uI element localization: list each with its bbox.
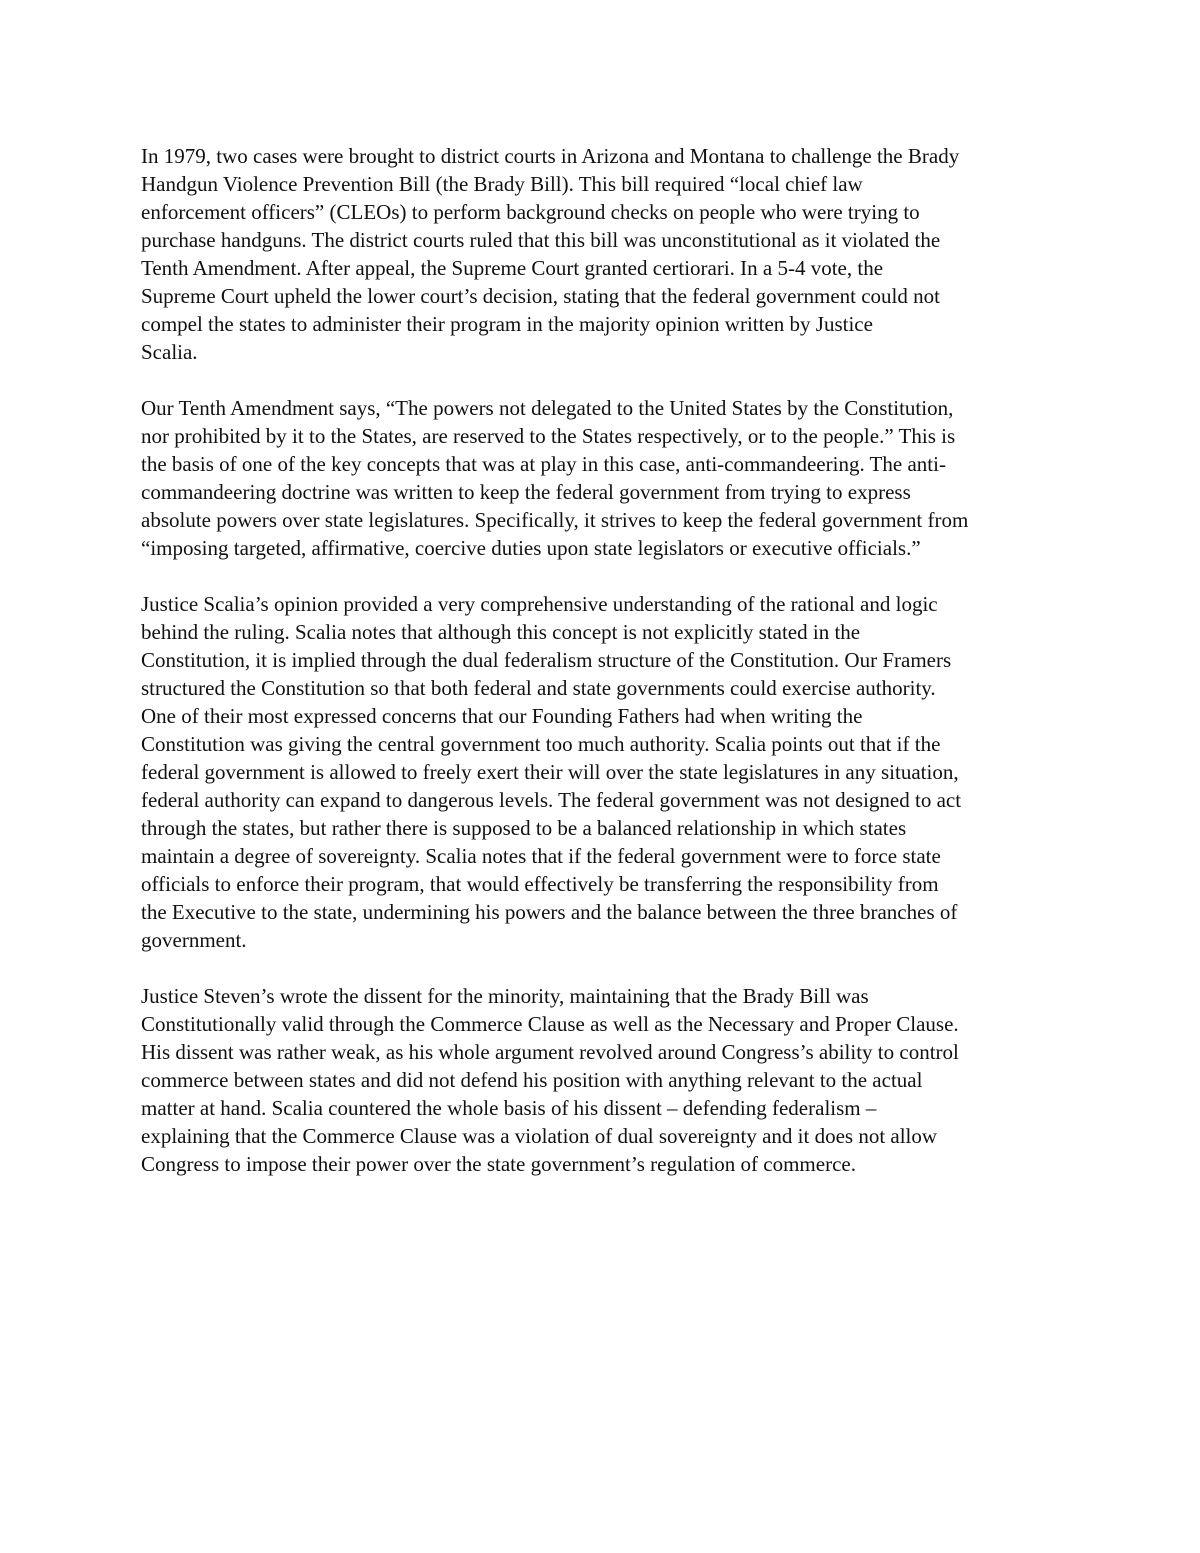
text-line: Justice Steven’s wrote the dissent for the minority, maintaining that the Brady Bill was <box>141 984 869 1008</box>
paragraph-brady-bill-background <box>141 142 1071 366</box>
paragraph-tenth-amendment <box>141 394 1071 562</box>
text-line: commerce between states and did not defend his position with anything relevant to the actual <box>141 1068 923 1092</box>
text-line: maintain a degree of sovereignty. Scalia notes that if the federal government were to force state <box>141 844 941 868</box>
text-line: federal authority can expand to dangerous levels. The federal government was not designed to act <box>141 788 962 812</box>
text-line: Justice Scalia’s opinion provided a very comprehensive understanding of the rational and logic <box>141 592 938 616</box>
document-body <box>141 142 1071 1206</box>
text-line: purchase handguns. The district courts ruled that this bill was unconstitutional as it violated the <box>141 228 941 252</box>
text-line: compel the states to administer their program in the majority opinion written by Justice <box>141 312 873 336</box>
text-line: Constitution was giving the central government too much authority. Scalia points out that if the <box>141 732 941 756</box>
text-line: explaining that the Commerce Clause was a violation of dual sovereignty and it does not allow <box>141 1124 938 1148</box>
text-line: absolute powers over state legislatures. Specifically, it strives to keep the federal government from <box>141 508 969 532</box>
text-line: In 1979, two cases were brought to district courts in Arizona and Montana to challenge the Brady <box>141 144 960 168</box>
text-line: matter at hand. Scalia countered the whole basis of his dissent – defending federalism – <box>141 1096 877 1120</box>
text-line: “imposing targeted, affirmative, coercive duties upon state legislators or executive officials.” <box>141 536 921 560</box>
text-line: Congress to impose their power over the state government’s regulation of commerce. <box>141 1152 856 1176</box>
text-line: through the states, but rather there is supposed to be a balanced relationship in which states <box>141 816 907 840</box>
text-line: Tenth Amendment. After appeal, the Supreme Court granted certiorari. In a 5-4 vote, the <box>141 256 884 280</box>
text-line: the basis of one of the key concepts that was at play in this case, anti-commandeering. The anti- <box>141 452 946 476</box>
text-line: government. <box>141 928 247 952</box>
text-line: commandeering doctrine was written to keep the federal government from trying to express <box>141 480 911 504</box>
text-line: the Executive to the state, undermining his powers and the balance between the three branches of <box>141 900 958 924</box>
text-line: enforcement officers” (CLEOs) to perform background checks on people who were trying to <box>141 200 920 224</box>
text-line: officials to enforce their program, that would effectively be transferring the responsibility from <box>141 872 939 896</box>
text-line: nor prohibited by it to the States, are reserved to the States respectively, or to the people.” This is <box>141 424 956 448</box>
text-line: Handgun Violence Prevention Bill (the Brady Bill). This bill required “local chief law <box>141 172 863 196</box>
text-line: federal government is allowed to freely exert their will over the state legislatures in any situation, <box>141 760 959 784</box>
text-line: Supreme Court upheld the lower court’s decision, stating that the federal government could not <box>141 284 940 308</box>
text-line: Scalia. <box>141 340 198 364</box>
text-line: Constitutionally valid through the Commerce Clause as well as the Necessary and Proper Clause. <box>141 1012 959 1036</box>
paragraph-scalia-opinion <box>141 590 1071 954</box>
text-line: structured the Constitution so that both federal and state governments could exercise authority. <box>141 676 936 700</box>
text-line: One of their most expressed concerns that our Founding Fathers had when writing the <box>141 704 863 728</box>
text-line: behind the ruling. Scalia notes that although this concept is not explicitly stated in the <box>141 620 861 644</box>
text-line: Constitution, it is implied through the dual federalism structure of the Constitution. Our Framers <box>141 648 952 672</box>
text-line: His dissent was rather weak, as his whole argument revolved around Congress’s ability to control <box>141 1040 959 1064</box>
text-line: Our Tenth Amendment says, “The powers not delegated to the United States by the Constitution, <box>141 396 954 420</box>
paragraph-stevens-dissent <box>141 982 1071 1178</box>
